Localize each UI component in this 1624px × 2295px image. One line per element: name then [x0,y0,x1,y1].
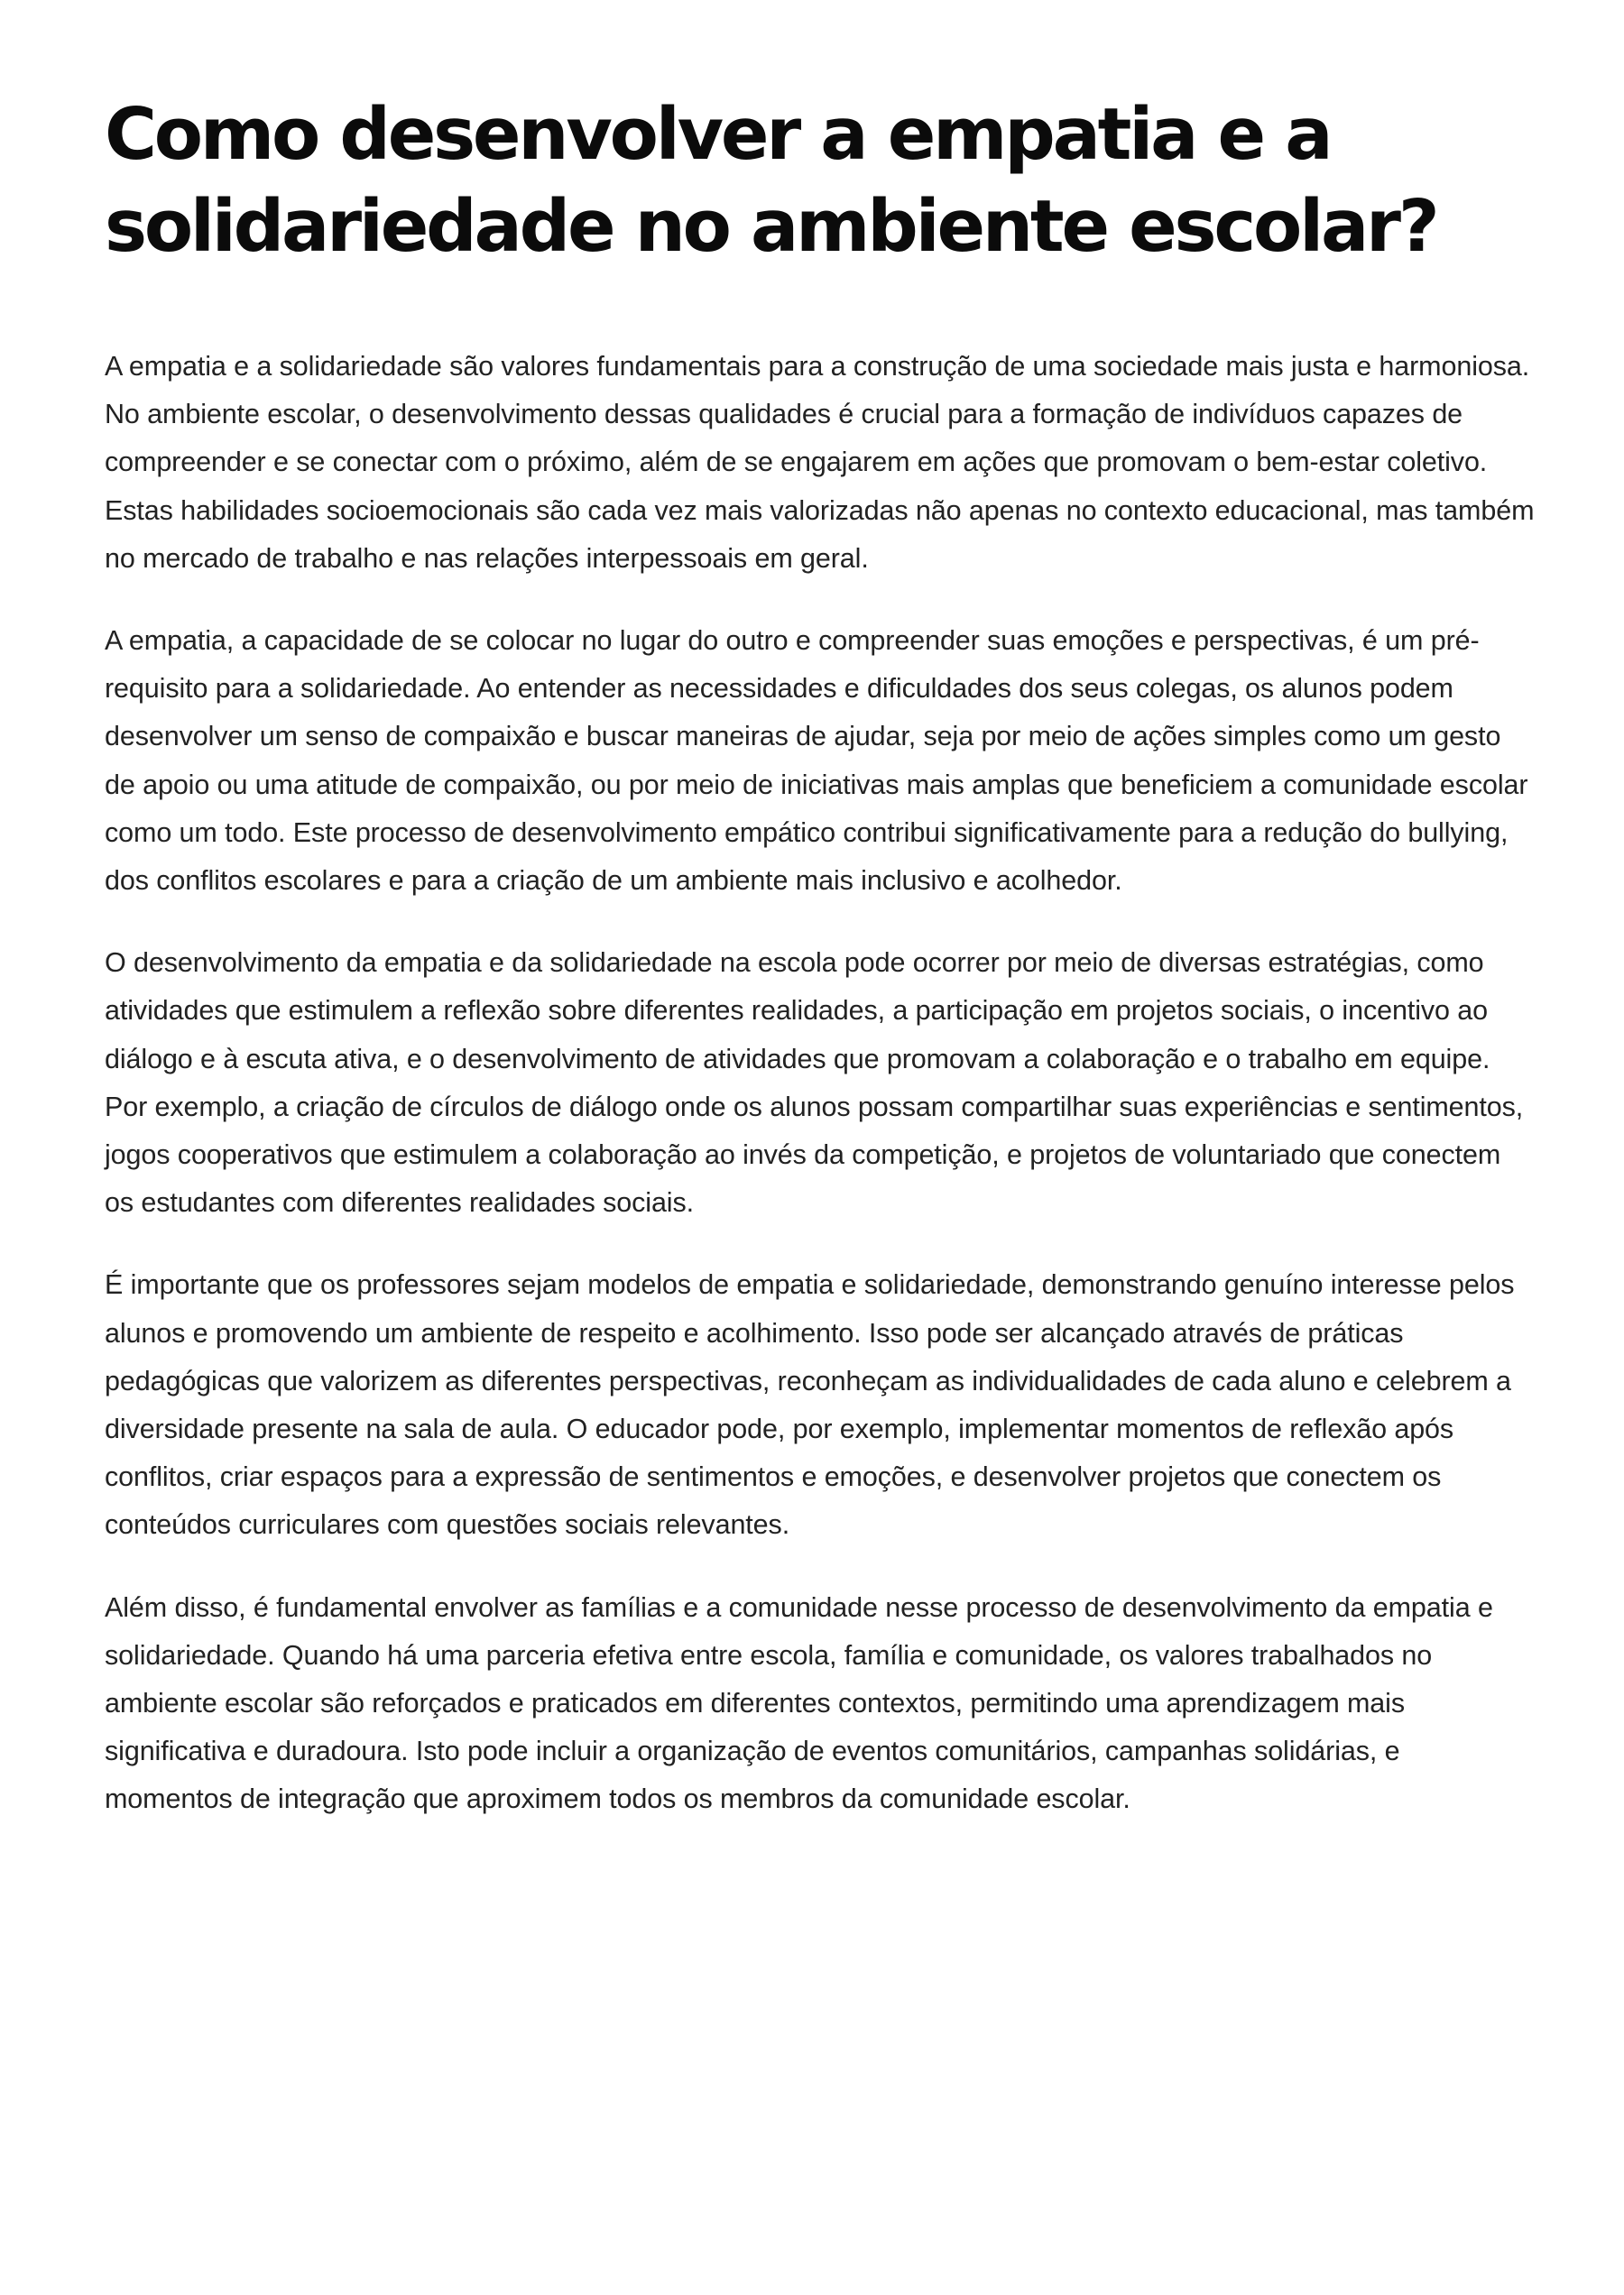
body-paragraph: É importante que os professores sejam modelos de empatia e solidariedade, demonstrando genuíno interesse pelos alunos e promovendo um ambiente de respeito e acolhimento. Isso pode ser alcançado através de práticas pedagógicas que valorizem as diferentes perspectivas, reconheçam as individualidades de cada aluno e celebrem a diversidade presente na sala de aula. O educador pode, por exemplo, implementar momentos de reflexão após conflitos, criar espaços para a expressão de sentimentos e emoções, e desenvolver projetos que conectem os conteúdos curriculares com questões sociais relevantes. [105,1269,1515,1541]
body-paragraph: O desenvolvimento da empatia e da solidariedade na escola pode ocorrer por meio de diversas estratégias, como atividades que estimulem a reflexão sobre diferentes realidades, a participação em projetos sociais, o incentivo ao diálogo e à escuta ativa, e o desenvolvimento de atividades que promovam a colaboração e o trabalho em equipe. Por exemplo, a criação de círculos de diálogo onde os alunos possam compartilhar suas experiências e sentimentos, jogos cooperativos que estimulem a colaboração ao invés da competição, e projetos de voluntariado que conectem os estudantes com diferentes realidades sociais. [105,947,1524,1219]
body-paragraph: A empatia, a capacidade de se colocar no lugar do outro e compreender suas emoções e perspectivas, é um pré-requisito para a solidariedade. Ao entender as necessidades e dificuldades dos seus colegas, os alunos podem desenvolver um senso de compaixão e buscar maneiras de ajudar, seja por meio de ações simples como um gesto de apoio ou uma atitude de compaixão, ou por meio de iniciativas mais amplas que beneficiem a comunidade escolar como um todo. Este processo de desenvolvimento empático contribui significativamente para a redução do bullying, dos conflitos escolares e para a criação de um ambiente mais inclusivo e acolhedor. [105,625,1528,897]
body-paragraph: A empatia e a solidariedade são valores fundamentais para a construção de uma sociedade mais justa e harmoniosa. No ambiente escolar, o desenvolvimento dessas qualidades é crucial para a formação de indivíduos capazes de compreender e se conectar com o próximo, além de se engajarem em ações que promovam o bem-estar coletivo. Estas habilidades socioemocionais são cada vez mais valorizadas não apenas no contexto educacional, mas também no mercado de trabalho e nas relações interpessoais em geral. [105,351,1535,574]
article-title: Como desenvolver a empatia e a solidariedade no ambiente escolar? [105,93,1437,268]
body-paragraph: Além disso, é fundamental envolver as famílias e a comunidade nesse processo de desenvolvimento da empatia e solidariedade. Quando há uma parceria efetiva entre escola, família e comunidade, os valores trabalhados no ambiente escolar são reforçados e praticados em diferentes contextos, permitindo uma aprendizagem mais significativa e duradoura. Isto pode incluir a organização de eventos comunitários, campanhas solidárias, e momentos de integração que aproximem todos os membros da comunidade escolar. [105,1591,1493,1815]
article-body [105,343,1535,1824]
article-page [105,88,1535,1858]
